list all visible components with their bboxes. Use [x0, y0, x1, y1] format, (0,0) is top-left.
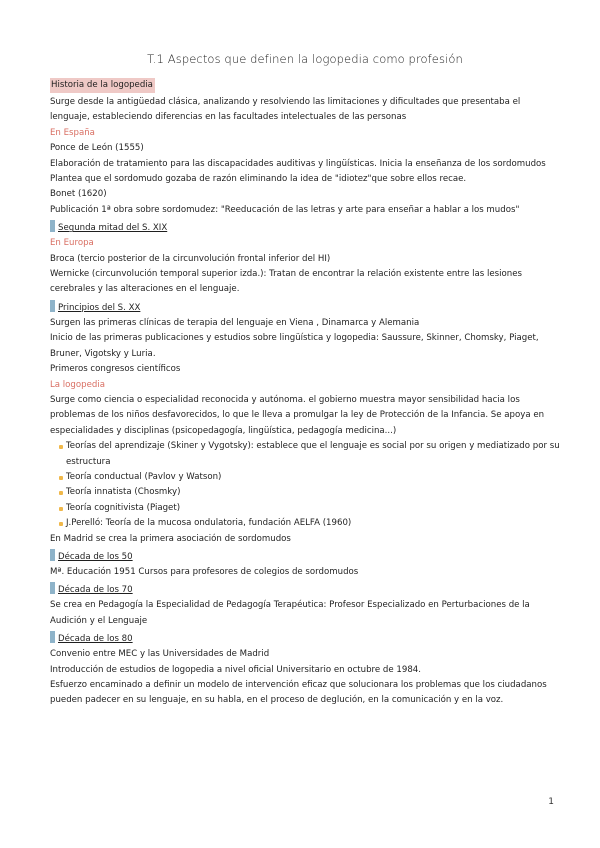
list-item: Teorías del aprendizaje (Skiner y Vygotsky): establece que el lenguaje es social por su origen y mediatizado por su estructura — [59, 439, 560, 470]
heading-bar-icon — [50, 549, 55, 561]
bullet-icon — [59, 522, 63, 526]
heading-decada-70: Década de los 70 — [50, 582, 560, 597]
bonet-description: Publicación 1ª obra sobre sordomudez: "Reeducación de las letras y arte para enseñar a hablar a los mudos" — [50, 204, 520, 215]
broca-text: Broca (tercio posterior de la circunvolución frontal inferior del HI) — [50, 253, 331, 264]
label-en-europa: En Europa — [50, 238, 94, 249]
list-item: Teoría innatista (Chosmky) — [59, 485, 560, 500]
bullet-icon — [59, 476, 63, 480]
heading-principios-xx: Principios del S. XX — [50, 300, 560, 315]
list-item: Teoría cognitivista (Piaget) — [59, 501, 560, 516]
historia-paragraph: Surge desde la antigüedad clásica, analizando y resolviendo las limitaciones y dificultades que presentaba el lenguaje, estableciendo diferencias en las facultades intelectuales de las personas — [50, 97, 521, 123]
madrid-asociacion: En Madrid se crea la primera asociación de sordomudos — [50, 533, 291, 544]
heading-segunda-mitad-xix: Segunda mitad del S. XIX — [50, 220, 560, 235]
wernicke-text: Wernicke (circunvolución temporal superior izda.): Tratan de encontrar la relación existente entre las lesiones cerebrales y las alteraciones en el lenguaje. — [50, 269, 522, 295]
section-heading-historia: Historia de la logopedia — [50, 78, 155, 93]
document-page — [50, 52, 560, 709]
bonet-name: Bonet (1620) — [50, 189, 107, 200]
heading-bar-icon — [50, 220, 55, 232]
bullet-icon — [59, 445, 63, 449]
xx-clinicas: Surgen las primeras clínicas de terapia del lenguaje en Viena , Dinamarca y Alemania — [50, 317, 420, 328]
theories-list — [50, 439, 560, 531]
d80-introduccion: Introducción de estudios de logopedia a nivel oficial Universitario en octubre de 1984. — [50, 664, 421, 675]
xx-publicaciones: Inicio de las primeras publicaciones y estudios sobre lingüística y logopedia: Saussure, Skinner, Chomsky, Piaget, Bruner, Vigotsky y Luria. — [50, 333, 539, 359]
heading-bar-icon — [50, 300, 55, 312]
d70-text: Se crea en Pedagogía la Especialidad de Pedagogía Terapéutica: Profesor Especializado en Perturbaciones de la Audición y el Lenguaje — [50, 600, 530, 626]
logopedia-paragraph: Surge como ciencia o especialidad reconocida y autónoma. el gobierno muestra mayor sensibilidad hacia los problemas de los niños desfavorecidos, lo que le lleva a promulgar la ley de Protección de la Infancia. Se apoya en especialidades y disciplinas (psicopedagogía, lingüística, pedagogía medicina...) — [50, 394, 545, 436]
d80-convenio: Convenio entre MEC y las Universidades de Madrid — [50, 649, 270, 660]
heading-bar-icon — [50, 582, 55, 594]
list-item: Teoría conductual (Pavlov y Watson) — [59, 470, 560, 485]
page-number: 1 — [548, 797, 554, 807]
bullet-icon — [59, 491, 63, 495]
d50-text: Mª. Educación 1951 Cursos para profesores de colegios de sordomudos — [50, 566, 359, 577]
xx-congresos: Primeros congresos científicos — [50, 364, 181, 375]
heading-bar-icon — [50, 631, 55, 643]
label-la-logopedia: La logopedia — [50, 379, 105, 390]
ponce-name: Ponce de León (1555) — [50, 143, 144, 154]
d80-esfuerzo: Esfuerzo encaminado a definir un modelo de intervención eficaz que solucionara los problemas que los ciudadanos pueden padecer en su lenguaje, en su habla, en el proceso de deglución, en la comunicación y en la voz. — [50, 680, 547, 706]
heading-decada-80: Década de los 80 — [50, 631, 560, 646]
document-title: T.1 Aspectos que definen la logopedia como profesión — [147, 52, 463, 66]
bullet-icon — [59, 507, 63, 511]
ponce-description: Elaboración de tratamiento para las discapacidades auditivas y lingüísticas. Inicia la enseñanza de los sordomudos Plantea que el sordomudo gozaba de razón eliminando la idea de "idiotez"que sobre ellos recae. — [50, 158, 546, 185]
label-en-espana: En España — [50, 127, 95, 138]
list-item: J.Perelló: Teoría de la mucosa ondulatoria, fundación AELFA (1960) — [59, 516, 560, 531]
heading-decada-50: Década de los 50 — [50, 549, 560, 564]
